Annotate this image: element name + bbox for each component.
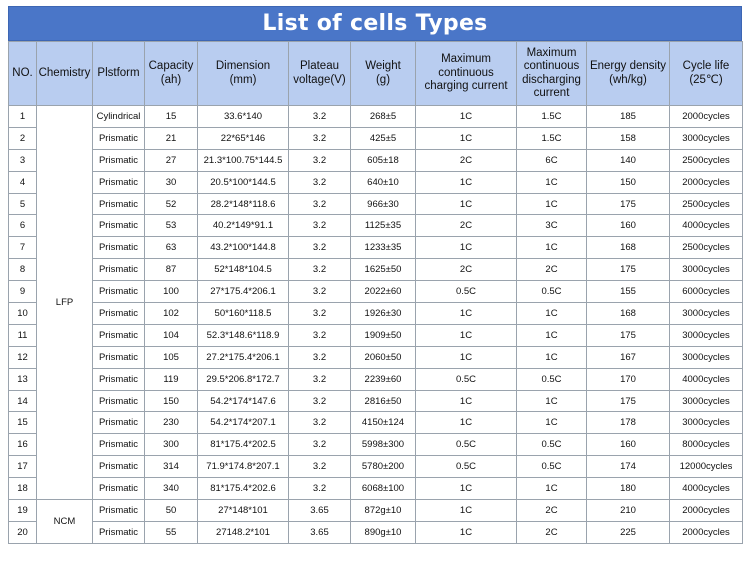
- cell-energy-density: 168: [587, 237, 670, 259]
- cell-energy-density: 158: [587, 127, 670, 149]
- cell-no: 3: [9, 149, 37, 171]
- header-energy-density: Energy density (wh/kg): [587, 42, 670, 106]
- cell-plateau-voltage: 3.2: [289, 149, 351, 171]
- table-row: [9, 500, 743, 522]
- cell-cycle-life: 3000cycles: [670, 127, 743, 149]
- cell-weight: 268±5: [351, 106, 416, 128]
- cell-weight: 1909±50: [351, 324, 416, 346]
- cell-max-charging-current: 1C: [416, 412, 517, 434]
- cell-dimension: 27*148*101: [198, 500, 289, 522]
- cell-dimension: 52.3*148.6*118.9: [198, 324, 289, 346]
- cell-energy-density: 178: [587, 412, 670, 434]
- cell-weight: 425±5: [351, 127, 416, 149]
- cell-platform: Prismatic: [93, 412, 145, 434]
- table-row: [9, 193, 743, 215]
- cell-capacity: 104: [145, 324, 198, 346]
- cell-capacity: 230: [145, 412, 198, 434]
- cell-platform: Prismatic: [93, 456, 145, 478]
- cell-capacity: 30: [145, 171, 198, 193]
- cell-max-charging-current: 1C: [416, 346, 517, 368]
- cell-capacity: 55: [145, 521, 198, 543]
- header-capacity: Capacity (ah): [145, 42, 198, 106]
- cell-energy-density: 168: [587, 303, 670, 325]
- cell-weight: 890g±10: [351, 521, 416, 543]
- cell-chemistry: LFP: [37, 106, 93, 500]
- cell-max-charging-current: 1C: [416, 390, 517, 412]
- header-dimension: Dimension (mm): [198, 42, 289, 106]
- cell-capacity: 105: [145, 346, 198, 368]
- table-row: [9, 106, 743, 128]
- cell-max-discharging-current: 1C: [517, 412, 587, 434]
- cell-dimension: 20.5*100*144.5: [198, 171, 289, 193]
- cell-plateau-voltage: 3.2: [289, 171, 351, 193]
- cell-max-discharging-current: 1C: [517, 390, 587, 412]
- cell-capacity: 50: [145, 500, 198, 522]
- cell-dimension: 40.2*149*91.1: [198, 215, 289, 237]
- cell-no: 16: [9, 434, 37, 456]
- table-row: [9, 390, 743, 412]
- cell-max-charging-current: 1C: [416, 127, 517, 149]
- cell-weight: 1625±50: [351, 259, 416, 281]
- cells-table-container: [8, 6, 742, 544]
- cell-max-discharging-current: 2C: [517, 521, 587, 543]
- cell-cycle-life: 4000cycles: [670, 368, 743, 390]
- cell-energy-density: 170: [587, 368, 670, 390]
- table-title: List of cells Types: [8, 6, 742, 41]
- cell-platform: Prismatic: [93, 324, 145, 346]
- cell-cycle-life: 4000cycles: [670, 215, 743, 237]
- cell-no: 8: [9, 259, 37, 281]
- cell-cycle-life: 2000cycles: [670, 106, 743, 128]
- cell-energy-density: 167: [587, 346, 670, 368]
- cell-max-charging-current: 1C: [416, 237, 517, 259]
- cell-cycle-life: 3000cycles: [670, 390, 743, 412]
- table-row: [9, 368, 743, 390]
- table-row: [9, 259, 743, 281]
- cell-weight: 1233±35: [351, 237, 416, 259]
- cell-no: 6: [9, 215, 37, 237]
- cell-max-charging-current: 1C: [416, 171, 517, 193]
- cell-cycle-life: 3000cycles: [670, 259, 743, 281]
- cell-max-charging-current: 0.5C: [416, 434, 517, 456]
- cell-energy-density: 160: [587, 434, 670, 456]
- cell-max-discharging-current: 0.5C: [517, 368, 587, 390]
- cell-cycle-life: 2000cycles: [670, 500, 743, 522]
- table-row: [9, 127, 743, 149]
- cell-no: 18: [9, 478, 37, 500]
- cell-dimension: 27.2*175.4*206.1: [198, 346, 289, 368]
- cell-cycle-life: 12000cycles: [670, 456, 743, 478]
- cell-dimension: 54.2*174*147.6: [198, 390, 289, 412]
- cell-plateau-voltage: 3.65: [289, 500, 351, 522]
- cell-weight: 2060±50: [351, 346, 416, 368]
- cell-cycle-life: 4000cycles: [670, 478, 743, 500]
- cell-max-discharging-current: 1.5C: [517, 127, 587, 149]
- cell-platform: Prismatic: [93, 127, 145, 149]
- cell-dimension: 71.9*174.8*207.1: [198, 456, 289, 478]
- cell-energy-density: 175: [587, 324, 670, 346]
- cell-energy-density: 140: [587, 149, 670, 171]
- cell-weight: 4150±124: [351, 412, 416, 434]
- cell-max-discharging-current: 1C: [517, 478, 587, 500]
- cell-dimension: 33.6*140: [198, 106, 289, 128]
- cell-dimension: 22*65*146: [198, 127, 289, 149]
- cell-energy-density: 175: [587, 390, 670, 412]
- table-row: [9, 303, 743, 325]
- cell-weight: 1125±35: [351, 215, 416, 237]
- cell-no: 17: [9, 456, 37, 478]
- cell-capacity: 119: [145, 368, 198, 390]
- cell-chemistry: NCM: [37, 500, 93, 544]
- cell-max-discharging-current: 0.5C: [517, 281, 587, 303]
- cell-platform: Prismatic: [93, 193, 145, 215]
- header-cycle-life: Cycle life (25℃): [670, 42, 743, 106]
- cell-weight: 2816±50: [351, 390, 416, 412]
- cell-max-charging-current: 0.5C: [416, 281, 517, 303]
- cell-plateau-voltage: 3.2: [289, 281, 351, 303]
- cell-platform: Prismatic: [93, 215, 145, 237]
- cell-max-charging-current: 2C: [416, 149, 517, 171]
- cell-no: 9: [9, 281, 37, 303]
- cell-capacity: 150: [145, 390, 198, 412]
- header-plateau-voltage: Plateau voltage(V): [289, 42, 351, 106]
- cell-energy-density: 175: [587, 193, 670, 215]
- cell-platform: Prismatic: [93, 237, 145, 259]
- table-row: [9, 324, 743, 346]
- cell-no: 14: [9, 390, 37, 412]
- cell-capacity: 52: [145, 193, 198, 215]
- cell-cycle-life: 3000cycles: [670, 412, 743, 434]
- cell-no: 12: [9, 346, 37, 368]
- cell-platform: Prismatic: [93, 281, 145, 303]
- cell-dimension: 27148.2*101: [198, 521, 289, 543]
- cell-weight: 6068±100: [351, 478, 416, 500]
- cell-plateau-voltage: 3.2: [289, 193, 351, 215]
- cell-max-charging-current: 1C: [416, 106, 517, 128]
- cell-capacity: 63: [145, 237, 198, 259]
- cell-capacity: 340: [145, 478, 198, 500]
- cell-platform: Prismatic: [93, 346, 145, 368]
- cell-cycle-life: 3000cycles: [670, 346, 743, 368]
- cell-max-charging-current: 1C: [416, 324, 517, 346]
- cell-max-charging-current: 1C: [416, 521, 517, 543]
- table-row: [9, 149, 743, 171]
- table-row: [9, 171, 743, 193]
- cell-plateau-voltage: 3.2: [289, 127, 351, 149]
- cell-plateau-voltage: 3.2: [289, 390, 351, 412]
- cell-no: 2: [9, 127, 37, 149]
- cell-weight: 640±10: [351, 171, 416, 193]
- cell-plateau-voltage: 3.2: [289, 215, 351, 237]
- cell-weight: 5780±200: [351, 456, 416, 478]
- cell-energy-density: 150: [587, 171, 670, 193]
- table-row: [9, 412, 743, 434]
- cell-plateau-voltage: 3.65: [289, 521, 351, 543]
- cell-plateau-voltage: 3.2: [289, 346, 351, 368]
- cell-plateau-voltage: 3.2: [289, 303, 351, 325]
- cell-max-charging-current: 1C: [416, 303, 517, 325]
- cell-weight: 872g±10: [351, 500, 416, 522]
- cell-dimension: 50*160*118.5: [198, 303, 289, 325]
- cell-max-discharging-current: 2C: [517, 259, 587, 281]
- table-row: [9, 237, 743, 259]
- cell-platform: Prismatic: [93, 259, 145, 281]
- cell-platform: Prismatic: [93, 434, 145, 456]
- cell-capacity: 87: [145, 259, 198, 281]
- cell-plateau-voltage: 3.2: [289, 412, 351, 434]
- cell-max-discharging-current: 1.5C: [517, 106, 587, 128]
- cell-max-discharging-current: 1C: [517, 237, 587, 259]
- cell-dimension: 27*175.4*206.1: [198, 281, 289, 303]
- cell-cycle-life: 3000cycles: [670, 303, 743, 325]
- cell-platform: Prismatic: [93, 521, 145, 543]
- cell-weight: 2022±60: [351, 281, 416, 303]
- table-row: [9, 281, 743, 303]
- cell-max-discharging-current: 1C: [517, 346, 587, 368]
- cell-dimension: 21.3*100.75*144.5: [198, 149, 289, 171]
- cell-max-discharging-current: 1C: [517, 171, 587, 193]
- cell-cycle-life: 2500cycles: [670, 149, 743, 171]
- cell-capacity: 15: [145, 106, 198, 128]
- header-row: [9, 42, 743, 106]
- cell-plateau-voltage: 3.2: [289, 259, 351, 281]
- cell-capacity: 300: [145, 434, 198, 456]
- header-max-discharging-current: Maximum continuous discharging current: [517, 42, 587, 106]
- cell-capacity: 102: [145, 303, 198, 325]
- cell-cycle-life: 8000cycles: [670, 434, 743, 456]
- cell-max-charging-current: 2C: [416, 215, 517, 237]
- cell-dimension: 54.2*174*207.1: [198, 412, 289, 434]
- cell-dimension: 29.5*206.8*172.7: [198, 368, 289, 390]
- cell-platform: Prismatic: [93, 171, 145, 193]
- header-chemistry: Chemistry: [37, 42, 93, 106]
- cell-no: 11: [9, 324, 37, 346]
- cell-dimension: 81*175.4*202.5: [198, 434, 289, 456]
- cell-energy-density: 155: [587, 281, 670, 303]
- cell-capacity: 53: [145, 215, 198, 237]
- table-row: [9, 346, 743, 368]
- cell-cycle-life: 3000cycles: [670, 324, 743, 346]
- cell-cycle-life: 2500cycles: [670, 193, 743, 215]
- cell-energy-density: 160: [587, 215, 670, 237]
- cell-max-discharging-current: 0.5C: [517, 456, 587, 478]
- cell-plateau-voltage: 3.2: [289, 324, 351, 346]
- cell-no: 10: [9, 303, 37, 325]
- table-row: [9, 456, 743, 478]
- cell-energy-density: 180: [587, 478, 670, 500]
- cell-max-discharging-current: 6C: [517, 149, 587, 171]
- cells-table: [8, 41, 743, 544]
- cell-weight: 1926±30: [351, 303, 416, 325]
- cell-cycle-life: 2000cycles: [670, 521, 743, 543]
- cell-energy-density: 225: [587, 521, 670, 543]
- cell-plateau-voltage: 3.2: [289, 106, 351, 128]
- cell-energy-density: 210: [587, 500, 670, 522]
- cell-no: 19: [9, 500, 37, 522]
- cell-cycle-life: 6000cycles: [670, 281, 743, 303]
- cell-dimension: 52*148*104.5: [198, 259, 289, 281]
- cell-platform: Prismatic: [93, 368, 145, 390]
- cell-cycle-life: 2500cycles: [670, 237, 743, 259]
- cell-dimension: 43.2*100*144.8: [198, 237, 289, 259]
- cell-max-charging-current: 1C: [416, 478, 517, 500]
- cell-max-charging-current: 2C: [416, 259, 517, 281]
- cell-platform: Prismatic: [93, 303, 145, 325]
- cell-max-discharging-current: 1C: [517, 193, 587, 215]
- cell-max-discharging-current: 0.5C: [517, 434, 587, 456]
- cell-platform: Prismatic: [93, 478, 145, 500]
- cell-no: 7: [9, 237, 37, 259]
- cell-no: 13: [9, 368, 37, 390]
- table-body: [9, 106, 743, 544]
- header-no: NO.: [9, 42, 37, 106]
- cell-capacity: 27: [145, 149, 198, 171]
- cell-weight: 5998±300: [351, 434, 416, 456]
- cell-max-charging-current: 0.5C: [416, 368, 517, 390]
- cell-capacity: 100: [145, 281, 198, 303]
- cell-no: 4: [9, 171, 37, 193]
- cell-weight: 2239±60: [351, 368, 416, 390]
- cell-max-discharging-current: 1C: [517, 324, 587, 346]
- header-platform: Plstform: [93, 42, 145, 106]
- cell-max-charging-current: 0.5C: [416, 456, 517, 478]
- cell-plateau-voltage: 3.2: [289, 368, 351, 390]
- cell-no: 15: [9, 412, 37, 434]
- cell-weight: 605±18: [351, 149, 416, 171]
- cell-energy-density: 185: [587, 106, 670, 128]
- cell-plateau-voltage: 3.2: [289, 237, 351, 259]
- cell-dimension: 28.2*148*118.6: [198, 193, 289, 215]
- cell-plateau-voltage: 3.2: [289, 456, 351, 478]
- cell-energy-density: 174: [587, 456, 670, 478]
- cell-capacity: 314: [145, 456, 198, 478]
- cell-platform: Cylindrical: [93, 106, 145, 128]
- header-max-charging-current: Maximum continuous charging current: [416, 42, 517, 106]
- cell-max-discharging-current: 2C: [517, 500, 587, 522]
- cell-platform: Prismatic: [93, 149, 145, 171]
- cell-no: 20: [9, 521, 37, 543]
- table-row: [9, 215, 743, 237]
- cell-max-charging-current: 1C: [416, 193, 517, 215]
- cell-no: 5: [9, 193, 37, 215]
- header-weight: Weight (g): [351, 42, 416, 106]
- cell-platform: Prismatic: [93, 500, 145, 522]
- cell-max-discharging-current: 1C: [517, 303, 587, 325]
- cell-no: 1: [9, 106, 37, 128]
- cell-platform: Prismatic: [93, 390, 145, 412]
- cell-max-discharging-current: 3C: [517, 215, 587, 237]
- cell-plateau-voltage: 3.2: [289, 434, 351, 456]
- cell-plateau-voltage: 3.2: [289, 478, 351, 500]
- cell-max-charging-current: 1C: [416, 500, 517, 522]
- table-row: [9, 434, 743, 456]
- cell-capacity: 21: [145, 127, 198, 149]
- cell-cycle-life: 2000cycles: [670, 171, 743, 193]
- cell-energy-density: 175: [587, 259, 670, 281]
- table-row: [9, 478, 743, 500]
- cell-weight: 966±30: [351, 193, 416, 215]
- table-row: [9, 521, 743, 543]
- cell-dimension: 81*175.4*202.6: [198, 478, 289, 500]
